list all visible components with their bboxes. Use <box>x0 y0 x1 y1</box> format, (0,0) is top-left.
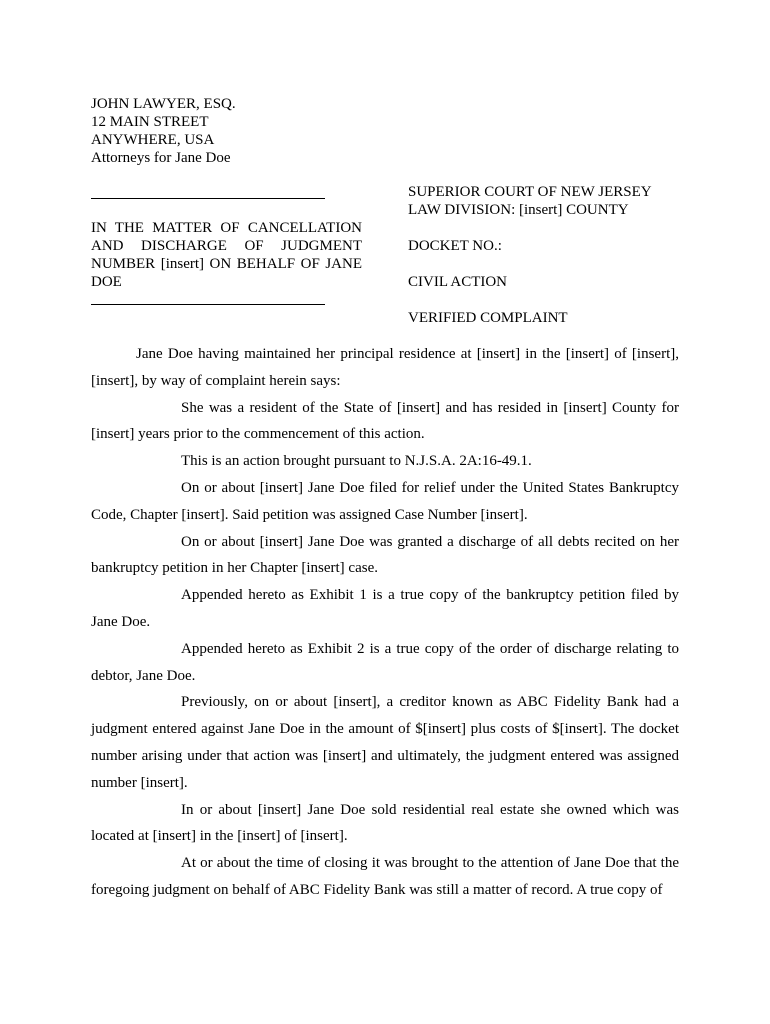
paragraph-exhibit-2: Appended hereto as Exhibit 2 is a true copy of the order of discharge relating to debtor, Jane Doe. <box>91 640 679 684</box>
paragraph-statute: This is an action brought pursuant to N.J.S.A. 2A:16-49.1. <box>181 453 532 470</box>
intro-paragraph: Jane Doe having maintained her principal residence at [insert] in the [insert] of [insert], [insert], by way of complaint herein says: <box>91 346 679 389</box>
paragraph-real-estate-sale: In or about [insert] Jane Doe sold residential real estate she owned which was located at [insert] in the [insert] of [insert]. <box>91 801 679 845</box>
paragraph-discharge: On or about [insert] Jane Doe was granted a discharge of all debts recited on her bankruptcy petition in her Chapter [insert] case. <box>91 533 679 577</box>
docket-number: DOCKET NO.: <box>408 238 502 254</box>
paragraph-closing: At or about the time of closing it was brought to the attention of Jane Doe that the foregoing judgment on behalf of ABC Fidelity Bank was still a matter of record. A true copy of <box>91 855 679 898</box>
attorney-street: 12 MAIN STREET <box>91 114 209 130</box>
paragraph-exhibit-1: Appended hereto as Exhibit 1 is a true copy of the bankruptcy petition filed by Jane Doe. <box>91 587 679 630</box>
civil-action-label: CIVIL ACTION <box>408 274 508 290</box>
attorney-city: ANYWHERE, USA <box>91 132 215 148</box>
court-name: SUPERIOR COURT OF NEW JERSEY <box>408 184 652 200</box>
court-division: LAW DIVISION: [insert] COUNTY <box>408 202 629 218</box>
document-type: VERIFIED COMPLAINT <box>408 310 568 326</box>
paragraph-residency: She was a resident of the State of [insert] and has resided in [insert] County for [insert] years prior to the commencement of this action. <box>91 399 679 443</box>
complaint-body <box>91 341 679 904</box>
caption-bottom-rule <box>91 304 325 305</box>
paragraph-bankruptcy-filing: On or about [insert] Jane Doe filed for relief under the United States Bankruptcy Code, Chapter [insert]. Said petition was assigned Case Number [insert]. <box>91 479 679 523</box>
caption-top-rule <box>91 198 325 199</box>
attorney-block <box>91 95 236 167</box>
attorney-role: Attorneys for Jane Doe <box>91 150 231 166</box>
attorney-name: JOHN LAWYER, ESQ. <box>91 96 236 112</box>
court-block <box>408 183 652 219</box>
case-caption: IN THE MATTER OF CANCELLATION AND DISCHARGE OF JUDGMENT NUMBER [insert] ON BEHALF OF JANE DOE <box>91 220 362 290</box>
paragraph-judgment: Previously, on or about [insert], a creditor known as ABC Fidelity Bank had a judgment entered against Jane Doe in the amount of $[insert] plus costs of $[insert]. The docket number arising under that action was [insert] and ultimately, the judgment entered was assigned number [insert]. <box>91 694 679 791</box>
